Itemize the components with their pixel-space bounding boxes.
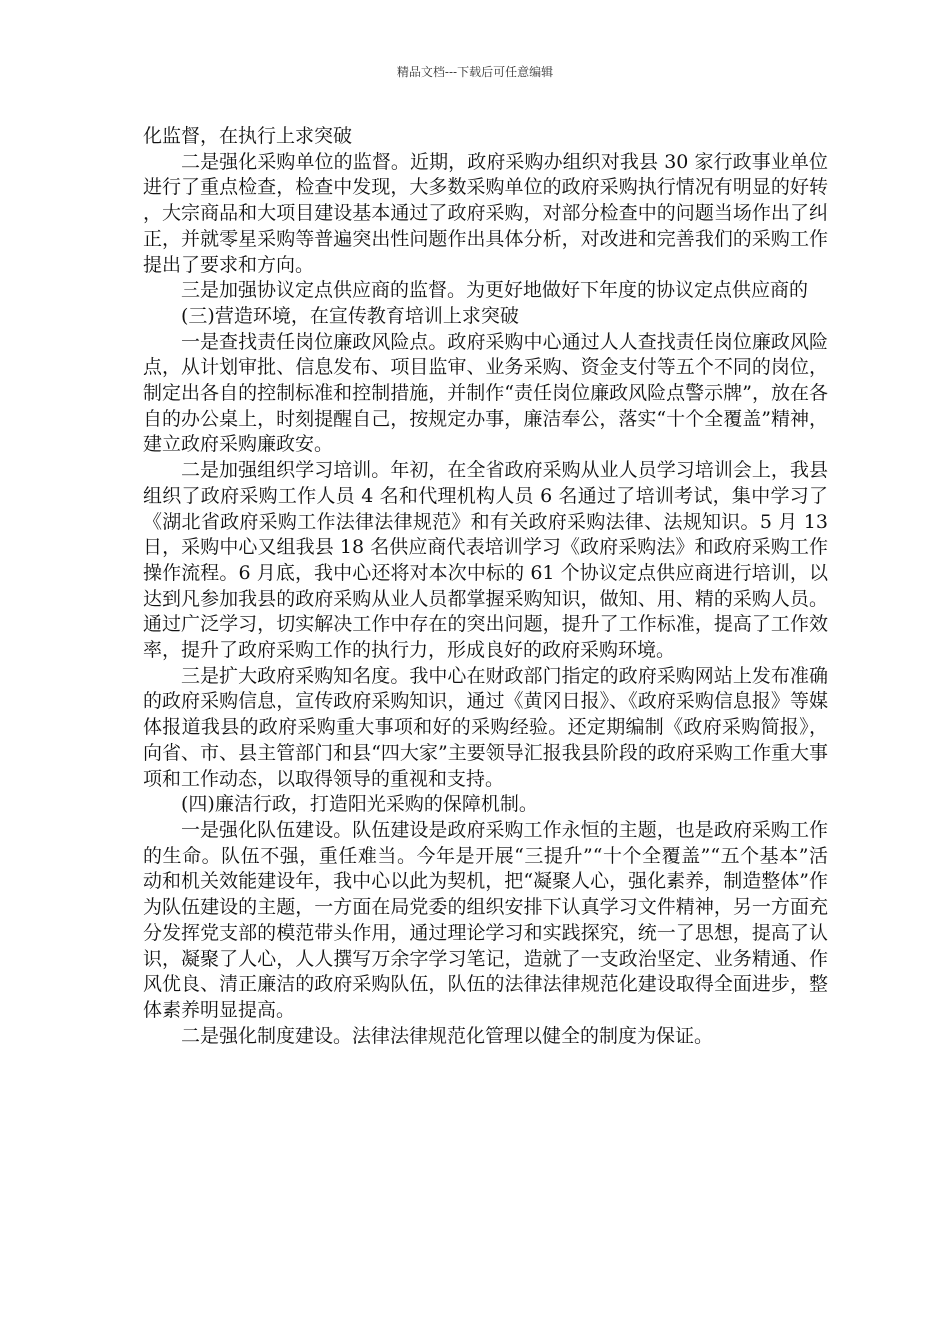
paragraph-team-building: 一是强化队伍建设。队伍建设是政府采购工作永恒的主题，也是政府采购工作的生命。队伍不强，重任难当。今年是开展“三提升”“十个全覆盖”“五个基本”活动和机关效能建设年，我中心以此为契机，把“凝聚人心，强化素养，制造整体”作为队伍建设的主题，一方面在局党委的组织安排下认真学习文件精神，另一方面充分发挥党支部的模范带头作用，通过理论学习和实践探究，统一了思想，提高了认识，凝聚了人心，人人撰写万余字学习笔记，造就了一支政治坚定、业务精通、作风优良、清正廉洁的政府采购队伍，队伍的法律法律规范化建设取得全面进步，整体素养明显提高。 [143, 818, 828, 1021]
page-header: 精品文档---下载后可任意编辑 [396, 65, 554, 79]
paragraph-continuation: 化监督，在执行上求突破 [143, 125, 353, 147]
document-body [143, 124, 828, 1049]
section-heading-3: (三)营造环境，在宣传教育培训上求突破 [181, 304, 519, 327]
paragraph-system-building: 二是强化制度建设。法律法律规范化管理以健全的制度为保证。 [181, 1024, 714, 1047]
paragraph-publicity: 三是扩大政府采购知名度。我中心在财政部门指定的政府采购网站上发布准确的政府采购信息，宣传政府采购知识，通过《黄冈日报》、《政府采购信息报》等媒体报道我县的政府采购重大事项和好的采购经验。还定期编制《政府采购简报》，向省、市、县主管部门和县“四大家”主要领导汇报我县阶段的政府采购工作重大事项和工作动态，以取得领导的重视和支持。 [143, 664, 828, 790]
section-heading-4: (四)廉洁行政，打造阳光采购的保障机制。 [181, 793, 538, 816]
paragraph-purchasing-unit-supervision: 二是强化采购单位的监督。近期，政府采购办组织对我县 30 家行政事业单位进行了重点检查，检查中发现，大多数采购单位的政府采购执行情况有明显的好转，大宗商品和大项目建设基本通过了政府采购，对部分检查中的问题当场作出了纠正，并就零星采购等普遍突出性问题作出具体分析，对改进和完善我们的采购工作提出了要求和方向。 [143, 150, 828, 276]
paragraph-training: 二是加强组织学习培训。年初，在全省政府采购从业人员学习培训会上，我县组织了政府采购工作人员 4 名和代理机构人员 6 名通过了培训考试，集中学习了《湖北省政府采购工作法律法律规范》和有关政府采购法律、法规知识。5 月 13 日，采购中心又组我县 18 名供应商代表培训学习《政府采购法》和政府采购工作操作流程。6 月底，我中心还将对本次中标的 61 个协议定点供应商进行培训，以达到凡参加我县的政府采购从业人员都掌握采购知识，做知、用、精的采购人员。通过广泛学习，切实解决工作中存在的突出问题，提升了工作标准，提高了工作效率，提升了政府采购工作的执行力，形成良好的政府采购环境。 [143, 459, 828, 662]
paragraph-risk-points: 一是查找责任岗位廉政风险点。政府采购中心通过人人查找责任岗位廉政风险点，从计划审批、信息发布、项目监审、业务采购、资金支付等五个不同的岗位，制定出各自的控制标准和控制措施，并制作“责任岗位廉政风险点警示牌”，放在各自的办公桌上，时刻提醒自己，按规定办事，廉洁奉公，落实“十个全覆盖”精神，建立政府采购廉政安。 [143, 330, 828, 456]
paragraph-supplier-supervision: 三是加强协议定点供应商的监督。为更好地做好下年度的协议定点供应商的 [181, 279, 809, 302]
